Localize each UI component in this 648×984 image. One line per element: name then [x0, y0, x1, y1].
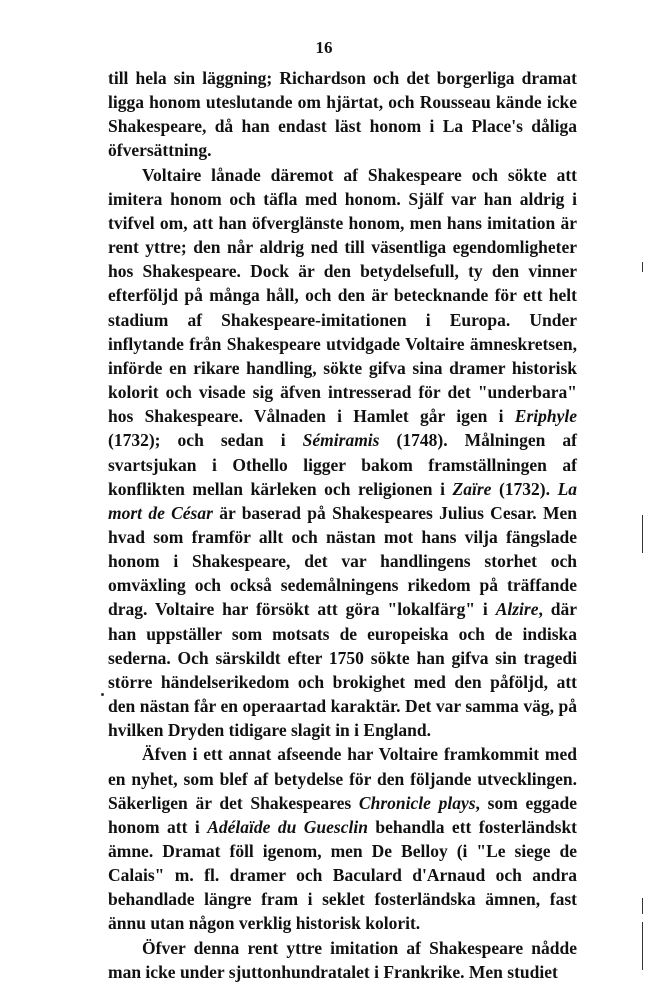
- text-run: är baserad på Shakespeares Julius Cesar. Men hvad som framför allt och nästan mot hans vilja fängslade honom i Shakespeare, det var handlingens storhet och omväxling och också sedemålningens rikedom på träffande drag. Voltaire har försökt att göra "lokalfärg" i: [108, 502, 577, 620]
- text-run: till hela sin läggning; Richardson och det borgerliga dramat ligga honom uteslutande om hjärtat, och Rousseau kände icke Shakespeare, då han endast läst honom i La Place's dåliga öfversättning.: [108, 68, 577, 161]
- paragraph-1: [108, 66, 577, 163]
- title-semiramis: Sémiramis: [302, 430, 380, 451]
- text-run: , som eggade honom att i: [108, 792, 578, 837]
- page-number: 16: [315, 38, 333, 57]
- text-run: behandla ett fosterländskt ämne. Dramat föll igenom, men De Belloy (i "Le siege de Calais" m. fl. dramer och Baculard d'Arnaud och andra behandlade längre fram i seklet fosterländska ämnen, fast ännu utan någon verklig historisk kolorit.: [108, 816, 578, 934]
- paragraph-3: [108, 742, 577, 935]
- title-la-mort-de-cesar: La mort de César: [108, 478, 578, 523]
- body-text: [108, 66, 577, 984]
- title-zaire: Zaïre: [452, 478, 492, 499]
- title-eriphyle: Eriphyle: [514, 406, 577, 427]
- paragraph-2: [108, 163, 577, 743]
- text-run: (1732).: [491, 478, 558, 499]
- scan-mark: [642, 515, 643, 553]
- scan-mark: [642, 262, 643, 272]
- scan-mark: [101, 693, 104, 696]
- text-run: , där han uppställer som motsats de europeiska och de indiska sederna. Och särskildt efter 1750 sökte han gifva sin tragedi större händelserikedom och brokighet med den påföljd, att den nästan får en operaartad karaktär. Det var samma väg, på hvilken Dryden tidigare slagit in i England.: [108, 599, 578, 741]
- text-run: (1748). Målningen af svartsjukan i Othello ligger bakom framställningen af konflikten mellan kärleken och religionen i: [108, 430, 577, 499]
- text-run: (1732); och sedan i: [108, 430, 303, 451]
- title-alzire: Alzire: [495, 599, 539, 620]
- title-chronicle-plays: Chronicle plays: [358, 792, 476, 813]
- text-run: Öfver denna rent yttre imitation af Shakespeare nådde man icke under sjuttonhundratalet i Frankrike. Men studiet: [108, 937, 577, 982]
- scan-mark: [642, 898, 643, 914]
- text-run: Äfven i ett annat afseende har Voltaire framkommit med en nyhet, som blef af betydelse för den följande utvecklingen. Säkerligen är det Shakespeares: [108, 744, 577, 813]
- scan-mark: [642, 922, 643, 970]
- paragraph-4: [108, 936, 577, 984]
- title-adelaide-du-guesclin: Adélaïde du Guesclin: [207, 816, 368, 837]
- text-run: Voltaire lånade däremot af Shakespeare och sökte att imitera honom och täfla med honom. Själf var han aldrig i tvifvel om, att han öfverglänste honom, men hans imitation är rent yttre; den når aldrig ned till väsentliga egendomligheter hos Shakespeare. Dock är den betydelsefull, ty den vinner efterföljd på många håll, och den är betecknande för ett helt stadium af Shakespeare-imitationen i Europa. Under inflytande från Shakespeare utvidgade Voltaire ämneskretsen, införde en rikare handling, sökte gifva sina dramer historisk kolorit och visade sig äfven intresserad för det "underbara" hos Shakespeare. Vålnaden i Hamlet går igen i: [108, 164, 577, 427]
